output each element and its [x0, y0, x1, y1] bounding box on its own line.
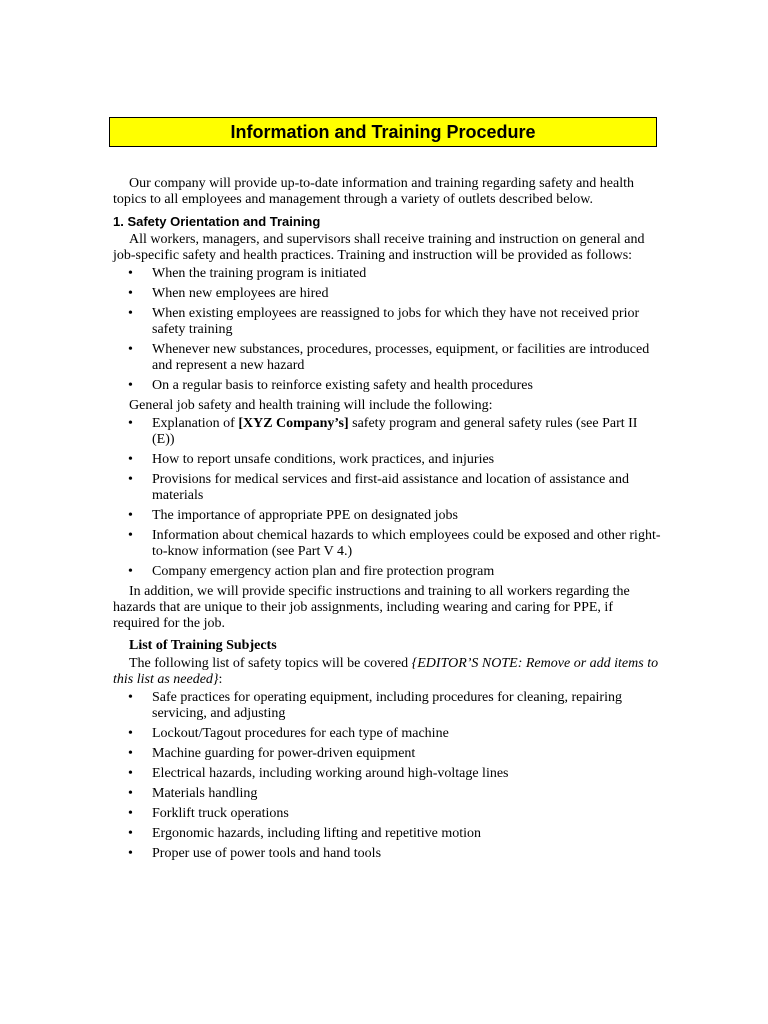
bullet-icon: •	[128, 786, 133, 801]
list-item: • Electrical hazards, including working around high-voltage lines	[128, 766, 509, 781]
list-item: • Machine guarding for power-driven equipment	[128, 746, 416, 761]
when-list	[113, 266, 661, 394]
list-item: • Information about chemical hazards to which employees could be exposed and other right-to-know information (see Part V 4.)	[128, 528, 661, 559]
bullet-icon: •	[128, 690, 133, 705]
list-item: • Company emergency action plan and fire protection program	[128, 564, 495, 579]
list-item: • Forklift truck operations	[128, 806, 289, 821]
bullet-icon: •	[128, 846, 133, 861]
list-item: • Ergonomic hazards, including lifting and repetitive motion	[128, 826, 482, 841]
bullet-icon: •	[128, 508, 133, 523]
bullet-icon: •	[128, 528, 133, 543]
addition-paragraph: In addition, we will provide specific instructions and training to all workers regarding the hazards that are unique to their job assignments, including wearing and caring for PPE, if required for the job.	[113, 584, 630, 631]
bullet-icon: •	[128, 306, 133, 321]
list-item: • When the training program is initiated	[128, 266, 367, 281]
list-item: • When new employees are hired	[128, 286, 329, 301]
list-item: • Whenever new substances, procedures, processes, equipment, or facilities are introduced and represent a new hazard	[128, 342, 650, 373]
bullet-icon: •	[128, 378, 133, 393]
bullet-icon: •	[128, 342, 133, 357]
bullet-icon: •	[128, 766, 133, 781]
bullet-icon: •	[128, 726, 133, 741]
section-1-heading: 1. Safety Orientation and Training	[113, 214, 321, 229]
training-subjects-heading: List of Training Subjects	[129, 638, 277, 653]
bullet-icon: •	[128, 806, 133, 821]
list-item: • How to report unsafe conditions, work practices, and injuries	[128, 452, 495, 467]
document-body	[113, 176, 661, 866]
bullet-icon: •	[128, 826, 133, 841]
training-subjects-lead: The following list of safety topics will be covered {EDITOR’S NOTE: Remove or add items to this list as needed}:	[113, 656, 659, 687]
list-item: • On a regular basis to reinforce existing safety and health procedures	[128, 378, 533, 393]
list-item: • Explanation of [XYZ Company’s] safety program and general safety rules (see Part II (E))	[128, 416, 638, 447]
company-placeholder: [XYZ Company’s]	[238, 416, 349, 431]
bullet-icon: •	[128, 746, 133, 761]
bullet-icon: •	[128, 286, 133, 301]
list-item: • The importance of appropriate PPE on designated jobs	[128, 508, 458, 523]
document-title: Information and Training Procedure	[230, 122, 536, 142]
list-item: • Materials handling	[128, 786, 258, 801]
bullet-icon: •	[128, 564, 133, 579]
list-item: • When existing employees are reassigned to jobs for which they have not received prior safety training	[128, 306, 640, 337]
bullet-icon: •	[128, 266, 133, 281]
general-training-list	[113, 416, 661, 580]
training-subjects-list	[113, 690, 661, 862]
intro-paragraph: Our company will provide up-to-date information and training regarding safety and health topics to all employees and management through a variety of outlets described below.	[113, 176, 635, 207]
title-banner	[109, 117, 657, 147]
list-item: • Safe practices for operating equipment, including procedures for cleaning, repairing servicing, and adjusting	[128, 690, 622, 721]
bullet-icon: •	[128, 472, 133, 487]
section-1-paragraph: All workers, managers, and supervisors shall receive training and instruction on general and job-specific safety and health practices. Training and instruction will be provided as follows:	[113, 232, 645, 263]
general-training-lead: General job safety and health training will include the following:	[129, 398, 493, 413]
bullet-icon: •	[128, 416, 133, 431]
bullet-icon: •	[128, 452, 133, 467]
list-item: • Lockout/Tagout procedures for each type of machine	[128, 726, 449, 741]
list-item: • Provisions for medical services and first-aid assistance and location of assistance and materials	[128, 472, 630, 503]
list-item: • Proper use of power tools and hand tools	[128, 846, 382, 861]
editors-note: {EDITOR’S NOTE: Remove or add items to this list as needed}	[113, 656, 659, 687]
